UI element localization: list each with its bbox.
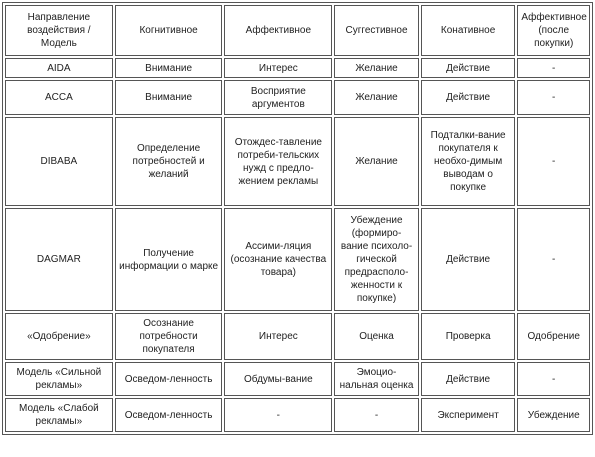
table-cell: Внимание	[115, 58, 223, 78]
table-cell: ACCA	[5, 80, 113, 115]
table-cell: Внимание	[115, 80, 223, 115]
header-cell-conative: Конативное	[421, 5, 516, 56]
table-cell: Желание	[334, 80, 419, 115]
table-cell: Желание	[334, 117, 419, 206]
table-cell: AIDA	[5, 58, 113, 78]
table-cell: Интерес	[224, 58, 332, 78]
table-cell: -	[517, 208, 590, 311]
table-cell: Получение информации о марке	[115, 208, 223, 311]
table-row	[5, 398, 590, 432]
table-row	[5, 208, 590, 311]
table-cell: Определение потребностей и желаний	[115, 117, 223, 206]
table-cell: Ассими-ляция (осознание качества товара)	[224, 208, 332, 311]
table-row	[5, 80, 590, 115]
table-cell: Восприятие аргументов	[224, 80, 332, 115]
table-cell: -	[517, 80, 590, 115]
table-cell: Оценка	[334, 313, 419, 360]
table-cell: Убеждение	[517, 398, 590, 432]
table-cell: Действие	[421, 58, 516, 78]
table-row	[5, 58, 590, 78]
header-row	[5, 5, 590, 56]
table-cell: Осознание потребности покупателя	[115, 313, 223, 360]
table-cell: Эксперимент	[421, 398, 516, 432]
table-cell: Подталки-вание покупателя к необхо-димым выводам о покупке	[421, 117, 516, 206]
table-cell: Осведом-ленность	[115, 362, 223, 396]
table-row	[5, 362, 590, 396]
table-cell: Убеждение (формиро-вание психоло-гической предрасполо-женности к покупке)	[334, 208, 419, 311]
table-wrapper	[2, 2, 593, 435]
table-cell: Модель «Сильной рекламы»	[5, 362, 113, 396]
header-cell-model: Направление воздействия / Модель	[5, 5, 113, 56]
table-cell: Осведом-ленность	[115, 398, 223, 432]
table-cell: Одобрение	[517, 313, 590, 360]
table-cell: DAGMAR	[5, 208, 113, 311]
table-cell: Отождес-тавление потреби-тельских нужд с предло-жением рекламы	[224, 117, 332, 206]
table-cell: Проверка	[421, 313, 516, 360]
header-cell-affective: Аффективное	[224, 5, 332, 56]
table-cell: Модель «Слабой рекламы»	[5, 398, 113, 432]
models-table	[2, 2, 593, 435]
header-cell-cognitive: Когнитивное	[115, 5, 223, 56]
header-cell-affective-after: Аффективное (после покупки)	[517, 5, 590, 56]
table-cell: Интерес	[224, 313, 332, 360]
table-cell: -	[224, 398, 332, 432]
table-cell: -	[517, 362, 590, 396]
table-row	[5, 117, 590, 206]
table-cell: Обдумы-вание	[224, 362, 332, 396]
table-row	[5, 313, 590, 360]
table-cell: -	[517, 58, 590, 78]
table-cell: Действие	[421, 362, 516, 396]
table-cell: -	[517, 117, 590, 206]
table-cell: Желание	[334, 58, 419, 78]
table-cell: DIBABA	[5, 117, 113, 206]
header-cell-suggestive: Суггестивное	[334, 5, 419, 56]
table-cell: Эмоцио-нальная оценка	[334, 362, 419, 396]
table-cell: Действие	[421, 208, 516, 311]
table-cell: «Одобрение»	[5, 313, 113, 360]
table-cell: -	[334, 398, 419, 432]
table-cell: Действие	[421, 80, 516, 115]
